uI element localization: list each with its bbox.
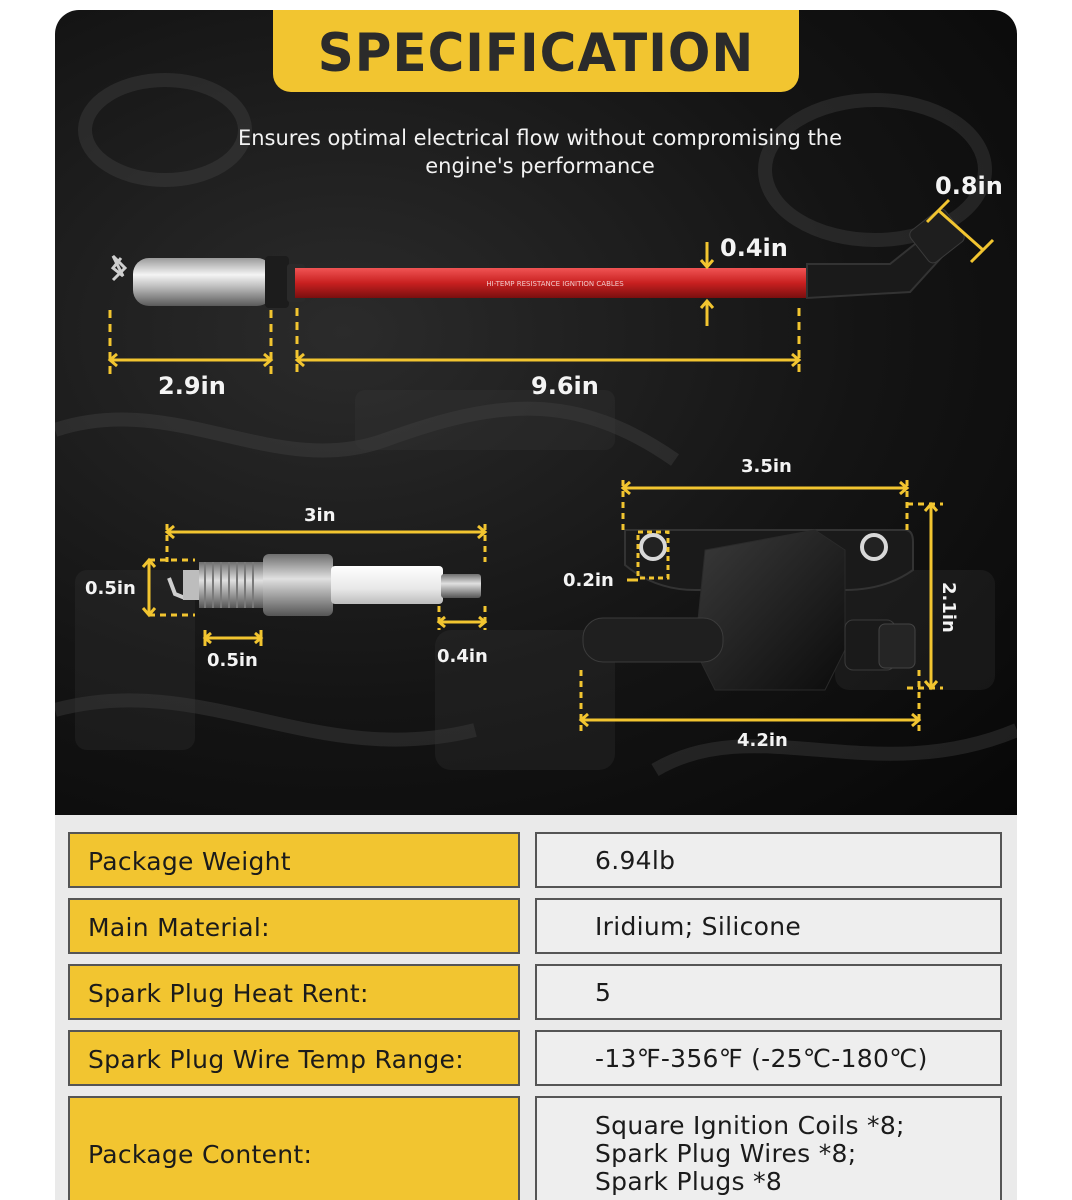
spec-row bbox=[68, 898, 1002, 954]
wire-terminal-length-label: 2.9in bbox=[158, 372, 226, 400]
spec-label-cell bbox=[68, 964, 520, 1020]
spec-label-cell bbox=[68, 1096, 520, 1200]
coil-hole-label: 0.2in bbox=[563, 570, 614, 591]
spec-row bbox=[68, 1030, 1002, 1086]
spec-label: Spark Plug Heat Rent: bbox=[88, 979, 369, 1008]
product-hero bbox=[55, 10, 1017, 815]
spec-card bbox=[55, 10, 1017, 1200]
plug-thread-label: 0.5in bbox=[207, 650, 258, 671]
coil-top-width-label: 3.5in bbox=[741, 456, 792, 477]
spec-label: Package Content: bbox=[88, 1140, 313, 1169]
spec-value-line: Square Ignition Coils *8; bbox=[595, 1111, 905, 1140]
spec-value-cell bbox=[535, 1030, 1002, 1086]
spec-value-cell bbox=[535, 832, 1002, 888]
spec-value-cell bbox=[535, 964, 1002, 1020]
plug-terminal-label: 0.4in bbox=[437, 646, 488, 667]
spec-label: Main Material: bbox=[88, 913, 270, 942]
tagline: Ensures optimal electrical flow without compromising the engine's performance bbox=[237, 126, 843, 178]
spec-value: 5 bbox=[595, 978, 612, 1007]
spec-label-cell bbox=[68, 832, 520, 888]
spec-value-cell bbox=[535, 1096, 1002, 1200]
spec-table bbox=[55, 815, 1017, 1200]
spec-label: Spark Plug Wire Temp Range: bbox=[88, 1045, 464, 1074]
spec-value-line: Spark Plugs *8 bbox=[595, 1167, 783, 1196]
wire-diameter-label: 0.4in bbox=[720, 234, 788, 262]
spec-value-cell bbox=[535, 898, 1002, 954]
wire-print: HI-TEMP RESISTANCE IGNITION CABLES bbox=[486, 280, 624, 288]
spec-label: Package Weight bbox=[88, 847, 291, 876]
spec-value: -13℉-356℉ (-25℃-180℃) bbox=[595, 1044, 928, 1073]
spec-label-cell bbox=[68, 1030, 520, 1086]
spec-value: Iridium; Silicone bbox=[595, 912, 802, 941]
title-banner bbox=[273, 10, 799, 92]
plug-length-label: 3in bbox=[304, 505, 336, 526]
coil-height-label: 2.1in bbox=[938, 582, 959, 633]
spec-row bbox=[68, 1096, 1002, 1200]
wire-length-label: 9.6in bbox=[531, 372, 599, 400]
spec-value: 6.94lb bbox=[595, 846, 676, 875]
coil-bottom-width-label: 4.2in bbox=[737, 730, 788, 751]
spec-row bbox=[68, 832, 1002, 888]
boot-width-label: 0.8in bbox=[935, 172, 1003, 200]
spec-value-line: Spark Plug Wires *8; bbox=[595, 1139, 857, 1168]
spec-row bbox=[68, 964, 1002, 1020]
page-title: SPECIFICATION bbox=[317, 22, 755, 84]
spec-label-cell bbox=[68, 898, 520, 954]
plug-height-label: 0.5in bbox=[85, 578, 136, 599]
